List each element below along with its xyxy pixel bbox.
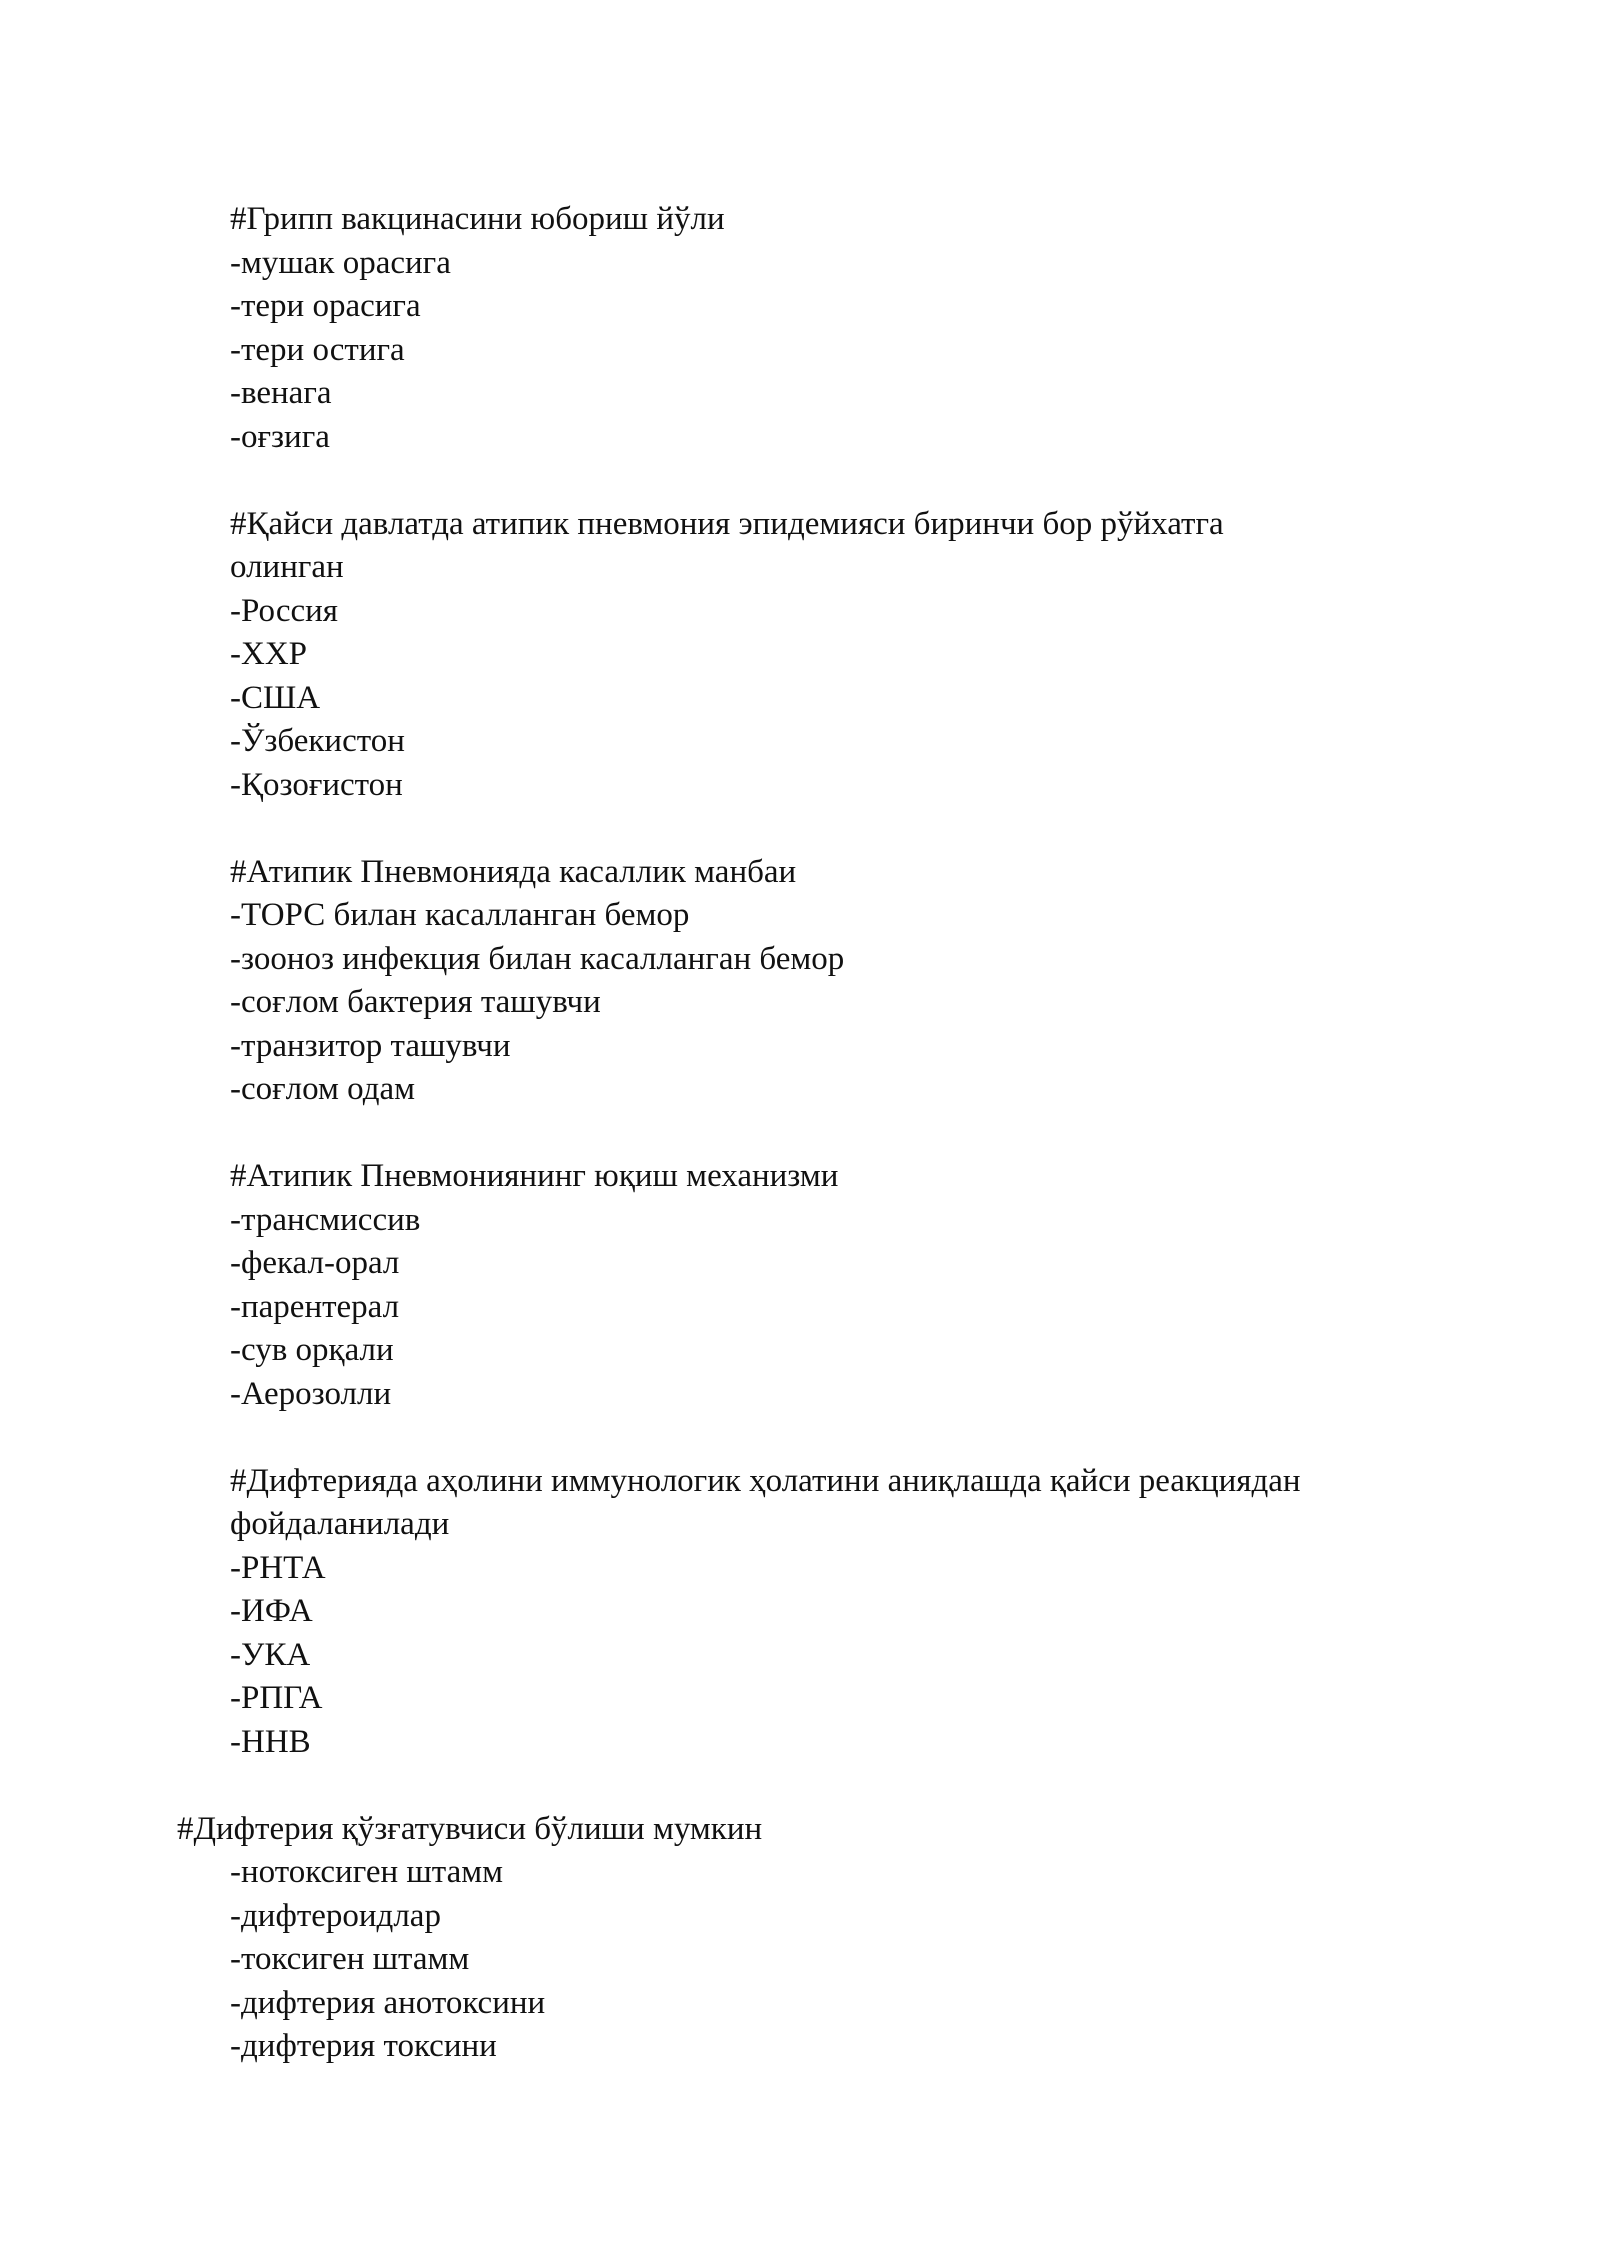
answer-option: -транзитор ташувчи xyxy=(230,1027,511,1064)
answer-option: -соғлом бактерия ташувчи xyxy=(230,984,601,1020)
answer-option: -дифтероидлар xyxy=(230,1897,441,1934)
question-text: #Дифтерия қўзғатувчиси бўлиши мумкин xyxy=(177,1810,763,1847)
answer-option: -нотоксиген штамм xyxy=(230,1854,504,1890)
answer-option: -ТОРС билан касалланган бемор xyxy=(230,897,690,933)
answer-option: -ННВ xyxy=(230,1723,311,1760)
question-block xyxy=(230,851,1480,1112)
answer-option: -дифтерия токсини xyxy=(230,2028,497,2064)
answer-option: -трансмиссив xyxy=(230,1201,421,1238)
answer-option: -РНТА xyxy=(230,1549,326,1586)
question-text xyxy=(230,1460,1480,1547)
question-block xyxy=(177,1808,1480,2069)
answer-option: -соғлом одам xyxy=(230,1071,416,1107)
answer-option: -Россия xyxy=(230,592,338,629)
answer-option: -дифтерия анотоксини xyxy=(230,1984,546,2021)
question-block xyxy=(230,503,1480,808)
question-text-line: фойдаланилади xyxy=(230,1506,450,1542)
answer-option: -РПГА xyxy=(230,1680,323,1716)
answer-options xyxy=(230,894,1480,1112)
question-block xyxy=(230,1460,1480,1765)
answer-option: -УКА xyxy=(230,1636,311,1673)
question-text: #Атипик Пневмониянинг юқиш механизми xyxy=(230,1158,839,1194)
question-text-line: олинган xyxy=(230,549,344,585)
question-text: #Грипп вакцинасини юбориш йўли xyxy=(230,201,725,237)
answer-options xyxy=(230,1547,1480,1765)
answer-option: -венага xyxy=(230,375,332,411)
answer-option: -США xyxy=(230,679,321,716)
answer-option: -Ўзбекистон xyxy=(230,723,405,759)
question-block xyxy=(230,198,1480,459)
answer-option: -ИФА xyxy=(230,1593,313,1629)
answer-option: -мушак орасига xyxy=(230,244,451,281)
answer-option: -тери орасига xyxy=(230,288,421,324)
answer-option: -токсиген штамм xyxy=(230,1941,470,1977)
answer-option: -сув орқали xyxy=(230,1332,394,1368)
answer-options xyxy=(230,242,1480,460)
answer-option: -ХХР xyxy=(230,636,308,672)
answer-options xyxy=(230,1199,1480,1417)
question-text: #Атипик Пневмонияда касаллик манбаи xyxy=(230,853,797,890)
question-block xyxy=(230,1155,1480,1416)
question-text-line: #Дифтерияда аҳолини иммунологик ҳолатини аниқлашда қайси реакциядан xyxy=(230,1462,1301,1499)
answer-option: -зооноз инфекция билан касалланган бемор xyxy=(230,940,845,977)
answer-option: -парентерал xyxy=(230,1288,400,1325)
answer-option: -Аерозолли xyxy=(230,1375,392,1412)
answer-option: -оғзига xyxy=(230,418,330,455)
answer-options xyxy=(230,1851,1480,2069)
question-text-line: #Қайси давлатда атипик пневмония эпидемияси биринчи бор рўйхатга xyxy=(230,505,1224,542)
answer-option: -Қозоғистон xyxy=(230,766,403,803)
document-body xyxy=(177,198,1480,2112)
answer-options xyxy=(230,590,1480,808)
answer-option: -фекал-орал xyxy=(230,1245,400,1281)
answer-option: -тери остига xyxy=(230,331,405,368)
question-text xyxy=(230,503,1480,590)
